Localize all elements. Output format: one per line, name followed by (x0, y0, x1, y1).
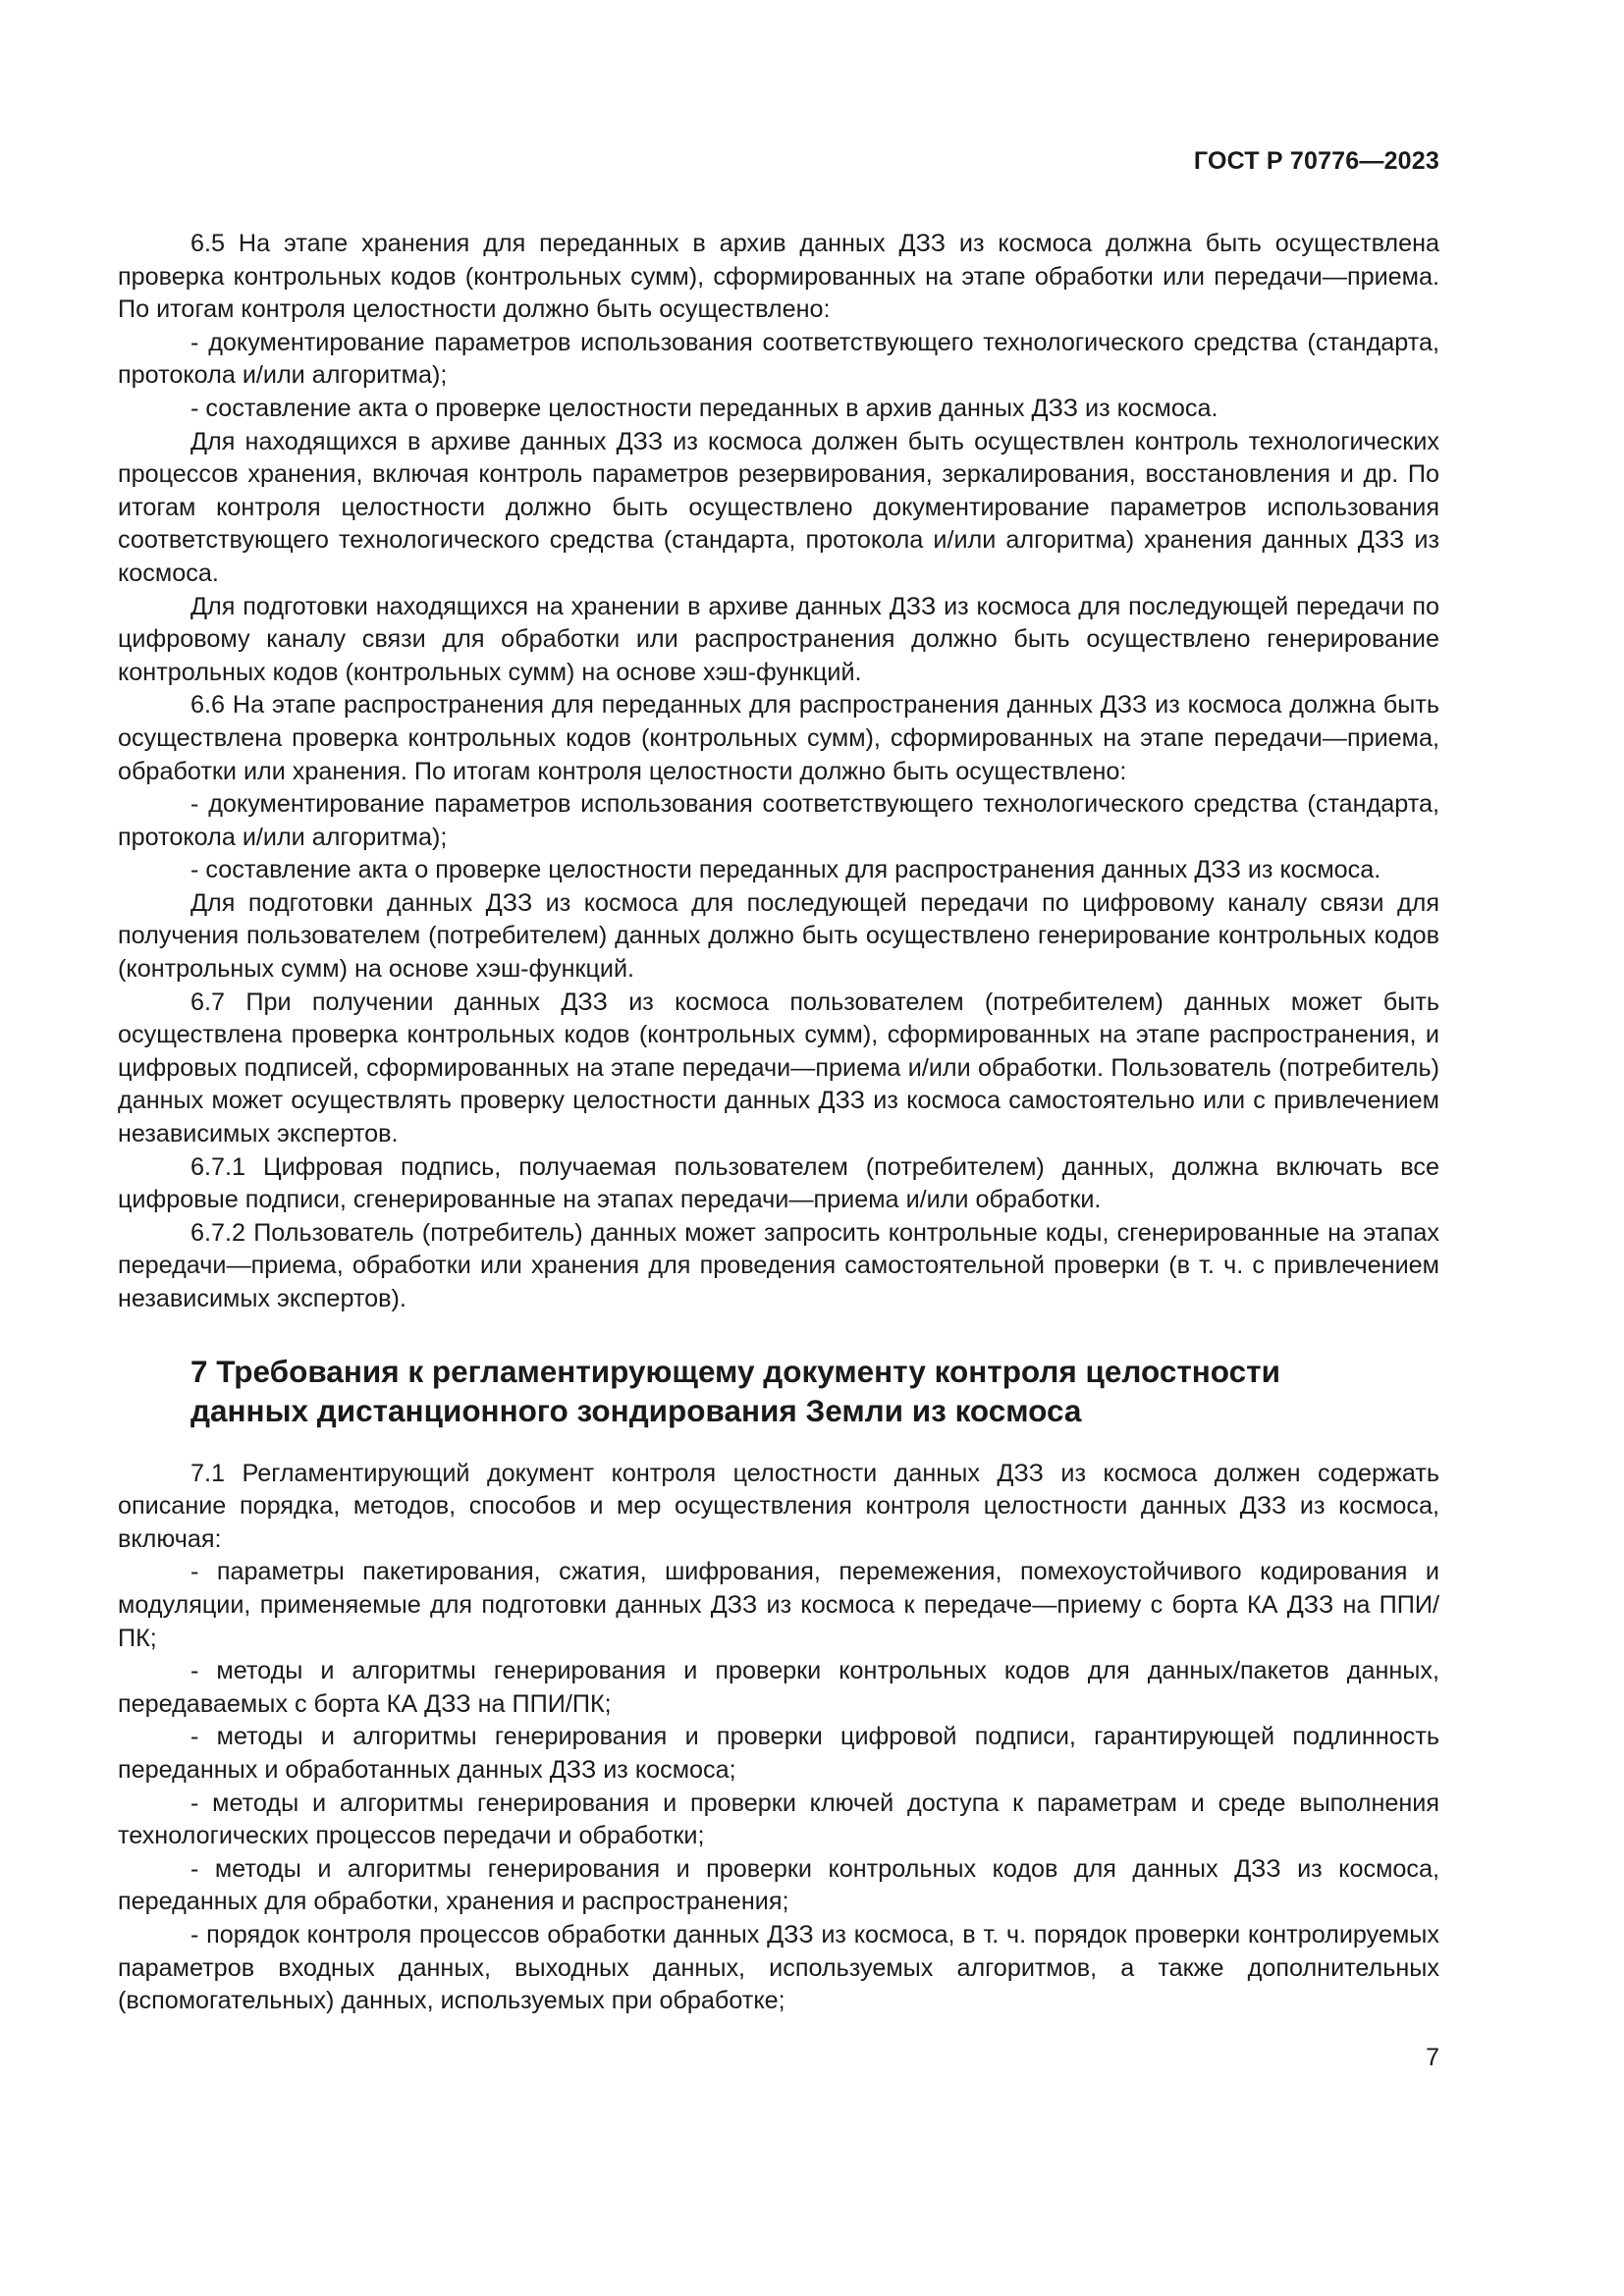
paragraph-6-7: 6.7 При получении данных ДЗЗ из космоса пользователем (потребителем) данных может быть осуществлена проверка контрольных кодов (контрольных сумм), сформированных на этапе распространения, и цифровых подписей, сформированных на этапе передачи—приема и/или обработки. Пользователь (потребитель) данных может осуществлять проверку целостности данных ДЗЗ из космоса самостоятельно или с привлечением независимых экспертов. (118, 988, 1439, 1148)
paragraph: Для подготовки данных ДЗЗ из космоса для последующей передачи по цифровому каналу связи для получения пользователем (потребителем) данных должно быть осуществлено генерирование контрольных кодов (контрольных сумм) на основе хэш-функций. (118, 888, 1439, 984)
paragraph: Для подготовки находящихся на хранении в архиве данных ДЗЗ из космоса для последующей передачи по цифровому каналу связи для обработки или распространения должно быть осуществлено генерирование контрольных кодов (контрольных сумм) на основе хэш-функций. (118, 592, 1439, 686)
list-item: - документирование параметров использования соответствующего технологического средства (стандарта, протокола и/или алгоритма); (118, 790, 1439, 851)
list-item: - составление акта о проверке целостности переданных в архив данных ДЗЗ из космоса. (190, 394, 1218, 422)
list-item: - методы и алгоритмы генерирования и проверки контрольных кодов для данных ДЗЗ из космоса, переданных для обработки, хранения и распространения; (118, 1854, 1439, 1916)
section-7-heading-line2: данных дистанционного зондирования Земли из космоса (190, 1392, 1082, 1428)
paragraph-6-6: 6.6 На этапе распространения для переданных для распространения данных ДЗЗ из космоса должна быть осуществлена проверка контрольных кодов (контрольных сумм), сформированных на этапе передачи—приема, обработки или хранения. По итогам контроля целостности должно быть осуществлено: (118, 691, 1439, 785)
paragraph-6-5: 6.5 На этапе хранения для переданных в архив данных ДЗЗ из космоса должна быть осуществлена проверка контрольных кодов (контрольных сумм), сформированных на этапе обработки или передачи—приема. По итогам контроля целостности должно быть осуществлено: (118, 230, 1439, 324)
paragraph-7-1: 7.1 Регламентирующий документ контроля целостности данных ДЗЗ из космоса должен содержать описание порядка, методов, способов и мер осуществления контроля целостности данных ДЗЗ из космоса, включая: (118, 1459, 1439, 1553)
paragraph: Для находящихся в архиве данных ДЗЗ из космоса должен быть осуществлен контроль технологических процессов хранения, включая контроль параметров резервирования, зеркалирования, восстановления и др. По итогам контроля целостности должно быть осуществлено документирование параметров использования соответствующего технологического средства (стандарта, протокола и/или алгоритма) хранения данных ДЗЗ из космоса. (118, 427, 1439, 587)
list-item: - параметры пакетирования, сжатия, шифрования, перемежения, помехоустойчивого кодирования и модуляции, применяемые для подготовки данных ДЗЗ из космоса к передаче—приему с борта КА ДЗЗ на ППИ/ПК; (118, 1558, 1439, 1652)
document-body (118, 228, 1439, 2018)
list-item: - составление акта о проверке целостности переданных для распространения данных ДЗЗ из космоса. (190, 856, 1381, 884)
paragraph-6-7-1: 6.7.1 Цифровая подпись, получаемая пользователем (потребителем) данных, должна включать все цифровые подписи, сгенерированные на этапах передачи—приема и/или обработки. (118, 1152, 1439, 1214)
page-number: 7 (1426, 2044, 1439, 2071)
list-item: - методы и алгоритмы генерирования и проверки цифровой подписи, гарантирующей подлинность переданных и обработанных данных ДЗЗ из космоса; (118, 1723, 1439, 1784)
section-7-heading (118, 1352, 1439, 1430)
list-item: - порядок контроля процессов обработки данных ДЗЗ из космоса, в т. ч. порядок проверки контролируемых параметров входных данных, выходных данных, используемых алгоритмов, а также дополнительных (вспомогательных) данных, используемых при обработке; (118, 1920, 1439, 2015)
list-item: - методы и алгоритмы генерирования и проверки контрольных кодов для данных/пакетов данных, передаваемых с борта КА ДЗЗ на ППИ/ПК; (118, 1657, 1439, 1718)
list-item: - документирование параметров использования соответствующего технологического средства (стандарта, протокола и/или алгоритма); (118, 328, 1439, 390)
paragraph-6-7-2: 6.7.2 Пользователь (потребитель) данных может запросить контрольные коды, сгенерированные на этапах передачи—приема, обработки или хранения для проведения самостоятельной проверки (в т. ч. с привлечением независимых экспертов). (118, 1218, 1439, 1312)
section-7-heading-line1: 7 Требования к регламентирующему документу контроля целостности (190, 1353, 1280, 1389)
list-item: - методы и алгоритмы генерирования и проверки ключей доступа к параметрам и среде выполнения технологических процессов передачи и обработки; (118, 1789, 1439, 1850)
document-header: ГОСТ Р 70776—2023 (1193, 147, 1439, 175)
